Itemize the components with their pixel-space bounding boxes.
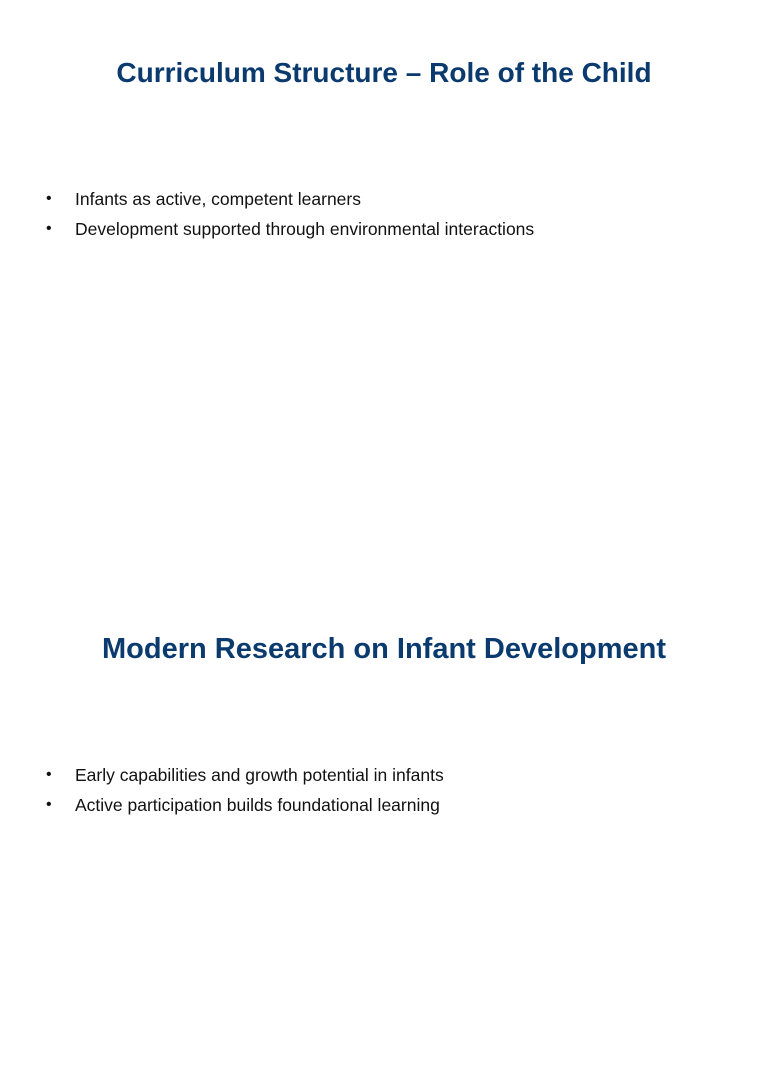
bullet-icon: • bbox=[46, 766, 52, 783]
bullet-icon: • bbox=[46, 190, 52, 207]
bullet-list bbox=[44, 184, 534, 244]
bullet-item bbox=[44, 184, 534, 214]
bullet-icon: • bbox=[46, 796, 52, 813]
bullet-item bbox=[44, 214, 534, 244]
bullet-text: Early capabilities and growth potential in infants bbox=[75, 765, 444, 785]
slide-curriculum-structure bbox=[0, 0, 768, 512]
bullet-item bbox=[44, 760, 444, 790]
bullet-text: Development supported through environmental interactions bbox=[75, 219, 535, 239]
bullet-icon: • bbox=[46, 220, 52, 237]
bullet-list bbox=[44, 760, 444, 820]
slide-modern-research bbox=[0, 576, 768, 1088]
bullet-item bbox=[44, 790, 444, 820]
bullet-text: Active participation builds foundational learning bbox=[75, 795, 440, 815]
slide-title: Modern Research on Infant Development bbox=[102, 633, 666, 665]
slide-title: Curriculum Structure – Role of the Child bbox=[116, 57, 652, 88]
bullet-text: Infants as active, competent learners bbox=[75, 189, 361, 209]
